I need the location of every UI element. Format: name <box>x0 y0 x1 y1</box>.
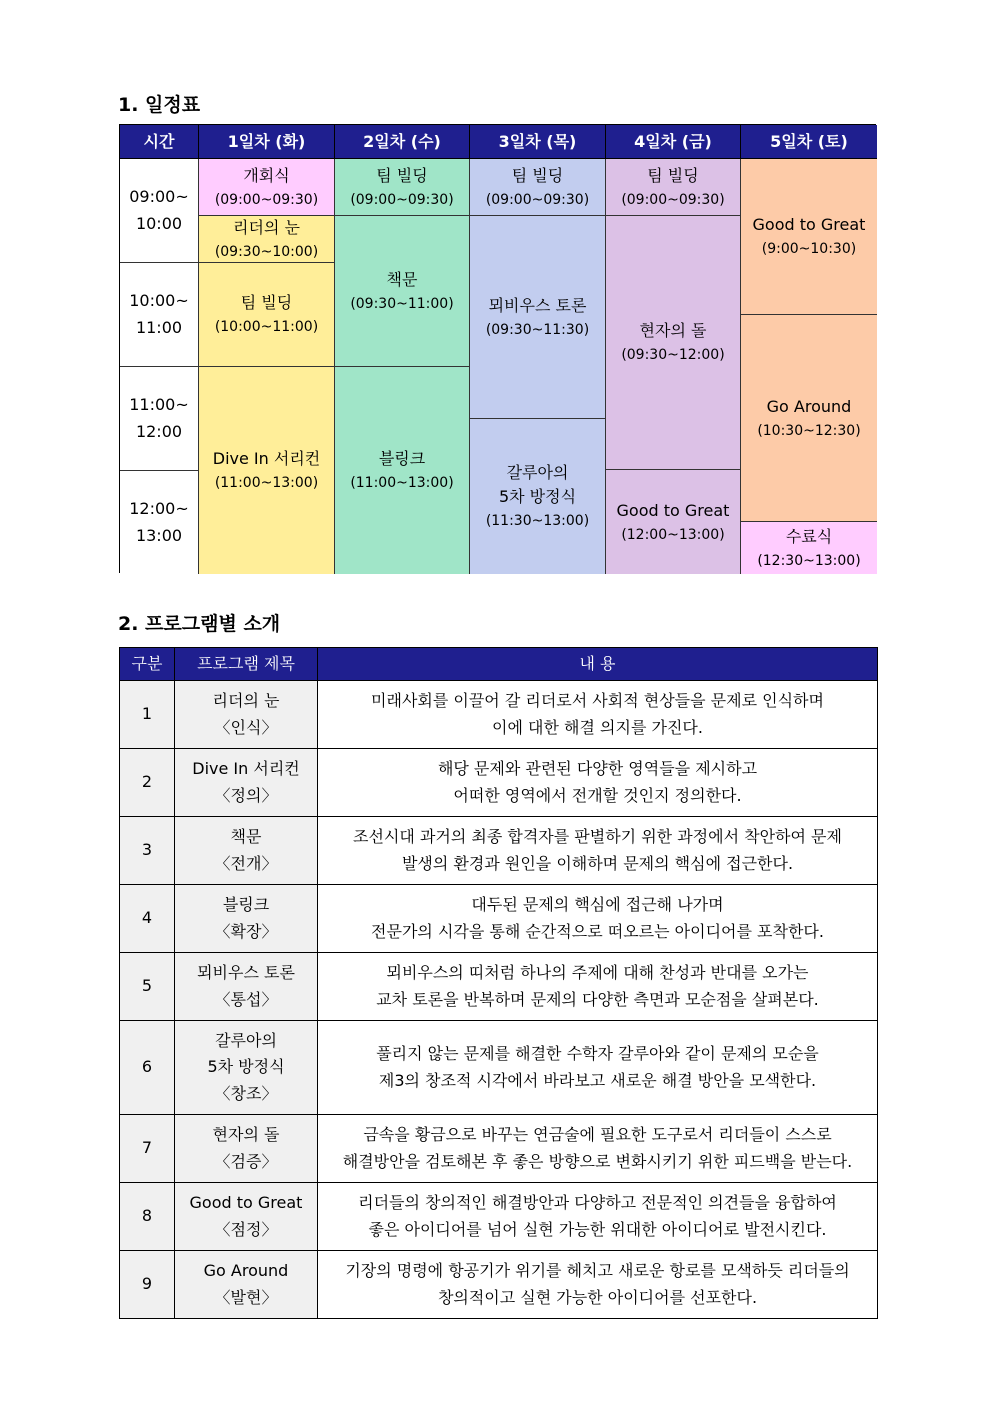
header-program-title: 프로그램 제목 <box>175 648 318 681</box>
row-description: 뫼비우스의 띠처럼 하나의 주제에 대해 찬성과 반대를 오가는 교차 토론을 반복하며 문제의 다양한 측면과 모순점을 살펴본다. <box>318 953 878 1021</box>
table-row <box>120 1183 878 1251</box>
header-day4: 4일차 (금) <box>606 125 741 159</box>
event-team-building-day2: 팀 빌딩 (09:00~09:30) <box>335 159 470 216</box>
schedule-heading: 1. 일정표 <box>118 94 201 116</box>
header-day3: 3일차 (목) <box>470 125 606 159</box>
row-title: 책문 〈전개〉 <box>175 817 318 885</box>
time-slot-1000: 10:00~ 11:00 <box>120 263 199 367</box>
event-good-to-great-day4: Good to Great (12:00~13:00) <box>606 470 741 574</box>
row-description: 미래사회를 이끌어 갈 리더로서 사회적 현상들을 문제로 인식하며 이에 대한 해결 의지를 가진다. <box>318 681 878 749</box>
event-leaders-eye: 리더의 눈 (09:30~10:00) <box>199 216 335 263</box>
programs-heading: 2. 프로그램별 소개 <box>118 613 281 635</box>
event-closing-ceremony: 수료식 (12:30~13:00) <box>741 522 877 574</box>
schedule-table <box>119 124 876 573</box>
table-row <box>120 953 878 1021</box>
time-slot-1100: 11:00~ 12:00 <box>120 367 199 471</box>
event-team-building-day4: 팀 빌딩 (09:00~09:30) <box>606 159 741 216</box>
row-description: 해당 문제와 관련된 다양한 영역들을 제시하고 어떠한 영역에서 전개할 것인지 정의한다. <box>318 749 878 817</box>
row-description: 금속을 황금으로 바꾸는 연금술에 필요한 도구로서 리더들이 스스로 해결방안을 검토해본 후 좋은 방향으로 변화시키기 위한 피드백을 받는다. <box>318 1115 878 1183</box>
row-description: 리더들의 창의적인 해결방안과 다양하고 전문적인 의견들을 융합하여 좋은 아이디어를 넘어 실현 가능한 위대한 아이디어로 발전시킨다. <box>318 1183 878 1251</box>
row-description: 기장의 명령에 항공기가 위기를 헤치고 새로운 항로를 모색하듯 리더들의 창의적이고 실현 가능한 아이디어를 선포한다. <box>318 1251 878 1319</box>
programs-header-row <box>120 648 878 681</box>
event-blink: 블링크 (11:00~13:00) <box>335 367 470 574</box>
row-number: 3 <box>120 817 175 885</box>
event-chaekmun: 책문 (09:30~11:00) <box>335 216 470 367</box>
row-number: 8 <box>120 1183 175 1251</box>
row-description: 대두된 문제의 핵심에 접근해 나가며 전문가의 시각을 통해 순간적으로 떠오르는 아이디어를 포착한다. <box>318 885 878 953</box>
row-title: 뫼비우스 토론 〈통섭〉 <box>175 953 318 1021</box>
event-good-to-great-day5: Good to Great (9:00~10:30) <box>741 159 877 315</box>
event-opening-ceremony: 개회식 (09:00~09:30) <box>199 159 335 216</box>
event-galois: 갈루아의 5차 방정식 (11:30~13:00) <box>470 419 606 574</box>
table-row <box>120 885 878 953</box>
event-team-building-day3: 팀 빌딩 (09:00~09:30) <box>470 159 606 216</box>
event-team-building-day1: 팀 빌딩 (10:00~11:00) <box>199 263 335 367</box>
row-title: 갈루아의 5차 방정식 〈창조〉 <box>175 1021 318 1115</box>
header-content: 내 용 <box>318 648 878 681</box>
event-philosophers-stone: 현자의 돌 (09:30~12:00) <box>606 216 741 470</box>
programs-table <box>119 647 878 1319</box>
table-row <box>120 749 878 817</box>
table-row <box>120 681 878 749</box>
header-category: 구분 <box>120 648 175 681</box>
row-title: Dive In 서리컨 〈정의〉 <box>175 749 318 817</box>
header-time: 시간 <box>120 125 199 159</box>
row-description: 조선시대 과거의 최종 합격자를 판별하기 위한 과정에서 착안하여 문제 발생의 환경과 원인을 이해하며 문제의 핵심에 접근한다. <box>318 817 878 885</box>
row-number: 4 <box>120 885 175 953</box>
event-go-around: Go Around (10:30~12:30) <box>741 315 877 522</box>
row-title: 리더의 눈 〈인식〉 <box>175 681 318 749</box>
table-row <box>120 1115 878 1183</box>
row-number: 6 <box>120 1021 175 1115</box>
table-row <box>120 1251 878 1319</box>
event-dive-in: Dive In 서리컨 (11:00~13:00) <box>199 367 335 574</box>
row-number: 9 <box>120 1251 175 1319</box>
row-title: Go Around 〈발현〉 <box>175 1251 318 1319</box>
header-day5: 5일차 (토) <box>741 125 877 159</box>
row-number: 1 <box>120 681 175 749</box>
table-row <box>120 817 878 885</box>
time-slot-0900: 09:00~ 10:00 <box>120 159 199 263</box>
row-number: 5 <box>120 953 175 1021</box>
row-title: 블링크 〈확장〉 <box>175 885 318 953</box>
row-description: 풀리지 않는 문제를 해결한 수학자 갈루아와 같이 문제의 모순을 제3의 창조적 시각에서 바라보고 새로운 해결 방안을 모색한다. <box>318 1021 878 1115</box>
table-row <box>120 1021 878 1115</box>
row-title: 현자의 돌 〈검증〉 <box>175 1115 318 1183</box>
time-slot-1200: 12:00~ 13:00 <box>120 471 199 574</box>
row-title: Good to Great 〈점정〉 <box>175 1183 318 1251</box>
header-day1: 1일차 (화) <box>199 125 335 159</box>
row-number: 7 <box>120 1115 175 1183</box>
event-mobius-debate: 뫼비우스 토론 (09:30~11:30) <box>470 216 606 419</box>
header-day2: 2일차 (수) <box>335 125 470 159</box>
row-number: 2 <box>120 749 175 817</box>
